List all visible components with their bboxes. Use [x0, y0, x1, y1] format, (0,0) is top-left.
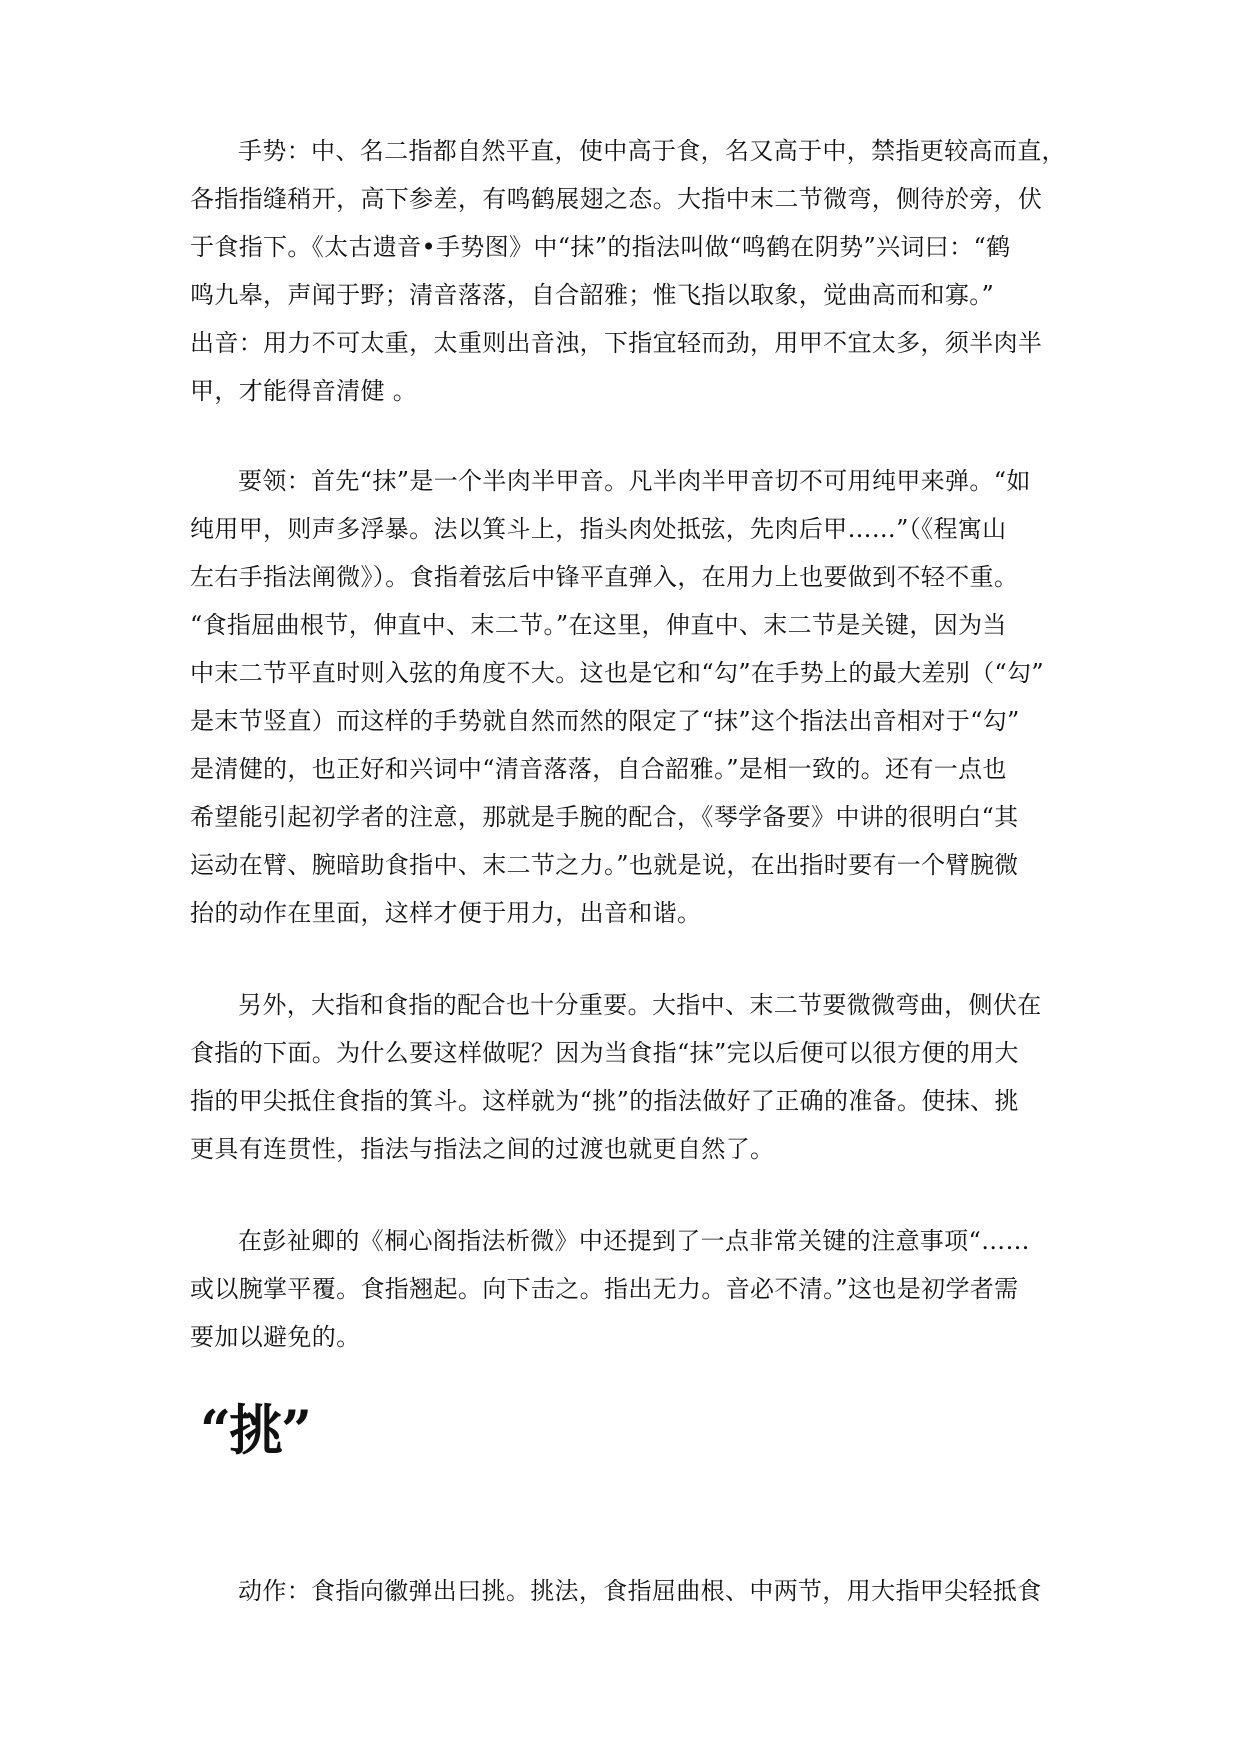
text-line: 出音：用力不可太重，太重则出音浊，下指宜轻而劲，用甲不宜太多，须半肉半	[190, 329, 1043, 357]
text-line: 食指的下面。为什么要这样做呢？因为当食指“抹”完以后便可以很方便的用大	[190, 1039, 1019, 1067]
text-line: 更具有连贯性，指法与指法之间的过渡也就更自然了。	[190, 1135, 775, 1163]
text-line: 要加以避免的。	[190, 1323, 361, 1351]
text-line: 希望能引起初学者的注意，那就是手腕的配合，《琴学备要》中讲的很明白“其	[190, 803, 1019, 831]
section-heading: “挑”	[200, 1398, 311, 1462]
text-line: 或以腕掌平覆。食指翘起。向下击之。指出无力。音必不清。”这也是初学者需	[190, 1275, 1019, 1303]
text-line: 在彭祉卿的《桐心阁指法析微》中还提到了一点非常关键的注意事项“……	[238, 1227, 1030, 1255]
text-line: 是清健的，也正好和兴词中“清音落落，自合韶雅。”是相一致的。还有一点也	[190, 755, 1007, 783]
text-line: 左右手指法阐微》）。食指着弦后中锋平直弹入，在用力上也要做到不轻不重。	[190, 563, 1019, 591]
text-line: 另外，大指和食指的配合也十分重要。大指中、末二节要微微弯曲，侧伏在	[238, 991, 1042, 1019]
text-line: 要领：首先“抹”是一个半肉半甲音。凡半肉半甲音切不可用纯甲来弹。“如	[238, 467, 1031, 495]
text-line: 指的甲尖抵住食指的箕斗。这样就为“挑”的指法做好了正确的准备。使抹、挑	[190, 1087, 1019, 1115]
text-line: 于食指下。《太古遗音•手势图》中“抹”的指法叫做“鸣鹤在阴势”兴词曰：“鹤	[190, 233, 1011, 261]
text-line: 抬的动作在里面，这样才便于用力，出音和谐。	[190, 899, 702, 927]
text-line: 中末二节平直时则入弦的角度不大。这也是它和“勾”在手势上的最大差别（“勾”	[190, 659, 1045, 687]
text-line: 甲，才能得音清健 。	[190, 377, 418, 405]
text-line: 鸣九皋，声闻于野；清音落落，自合韶雅；惟飞指以取象，觉曲高而和寡。”	[190, 281, 995, 309]
text-line: “食指屈曲根节，伸直中、末二节。”在这里，伸直中、末二节是关键，因为当	[190, 611, 1007, 639]
text-line: 动作：食指向徽弹出曰挑。挑法，食指屈曲根、中两节，用大指甲尖轻抵食	[238, 1577, 1042, 1605]
text-line: 手势：中、名二指都自然平直，使中高于食，名又高于中，禁指更较高而直，	[238, 137, 1066, 165]
text-line: 各指指缝稍开，高下参差，有鸣鹤展翅之态。大指中末二节微弯，侧待於旁，伏	[190, 185, 1043, 213]
text-line: 是末节竖直）而这样的手势就自然而然的限定了“抹”这个指法出音相对于“勾”	[190, 707, 1020, 735]
text-line: 运动在臂、腕暗助食指中、末二节之力。”也就是说，在出指时要有一个臂腕微	[190, 851, 1019, 879]
text-line: 纯用甲，则声多浮暴。法以箕斗上，指头肉处抵弦，先肉后甲……”（《程寓山	[190, 515, 1007, 543]
